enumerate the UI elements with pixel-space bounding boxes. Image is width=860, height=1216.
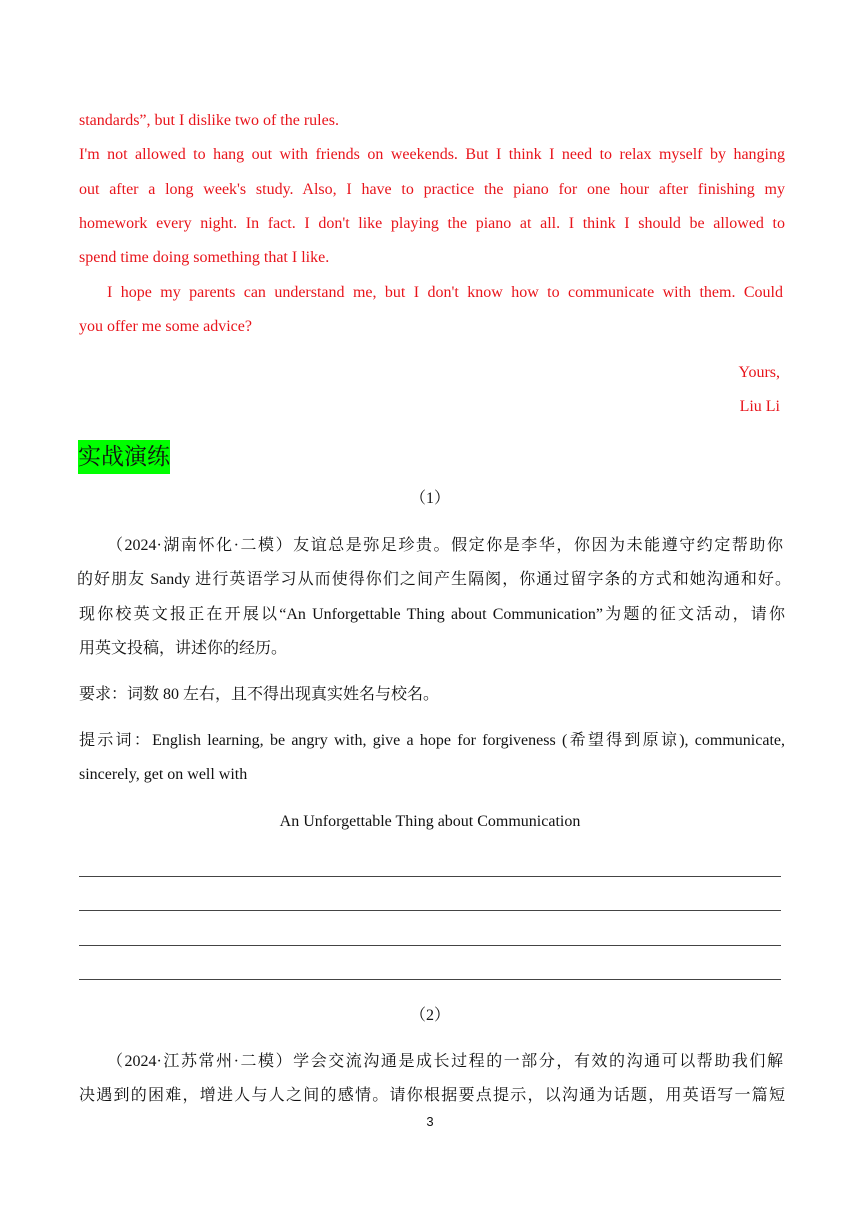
letter-line: standards”, but I dislike two of the rules. bbox=[79, 112, 339, 129]
task-prompt-line: 现你校英文报正在开展以“An Unforgettable Thing about Communication”为题的征文活动，请你 bbox=[79, 606, 785, 623]
page-number: 3 bbox=[426, 1114, 434, 1129]
task-prompt-line: （2024·江苏常州·二模）学会交流沟通是成长过程的一部分，有效的沟通可以帮助我们解 bbox=[107, 1053, 783, 1070]
answer-line bbox=[79, 876, 781, 877]
essay-title: An Unforgettable Thing about Communication bbox=[279, 813, 581, 830]
task-requirement: 要求：词数 80 左右，且不得出现真实姓名与校名。 bbox=[79, 686, 440, 703]
letter-line: I hope my parents can understand me, but I don't know how to communicate with them. Could bbox=[107, 284, 783, 301]
task-prompt-line: （2024·湖南怀化·二模）友谊总是弥足珍贵。假定你是李华，你因为未能遵守约定帮助你 bbox=[107, 537, 783, 554]
letter-line: spend time doing something that I like. bbox=[79, 249, 330, 266]
task-prompt-line: 用英文投稿，讲述你的经历。 bbox=[79, 640, 288, 657]
answer-line bbox=[79, 979, 781, 980]
task-hint-line: 提示词：English learning, be angry with, give a hope for forgiveness (希望得到原谅), communicate, bbox=[79, 732, 785, 749]
letter-line: I'm not allowed to hang out with friends on weekends. But I think I need to relax myself by hanging bbox=[79, 146, 785, 163]
answer-line bbox=[79, 945, 781, 946]
letter-closing: Yours, bbox=[738, 364, 780, 381]
section-heading: 实战演练 bbox=[78, 440, 170, 474]
answer-line bbox=[79, 910, 781, 911]
task-number: （2） bbox=[409, 1007, 450, 1024]
task-prompt-line: 的好朋友 Sandy 进行英语学习从而使得你们之间产生隔阂，你通过留字条的方式和她沟通和好。 bbox=[77, 571, 791, 588]
task-prompt-line: 决遇到的困难，增进人与人之间的感情。请你根据要点提示，以沟通为话题，用英语写一篇短 bbox=[79, 1087, 785, 1104]
letter-line: homework every night. In fact. I don't like playing the piano at all. I think I should be allowed to bbox=[79, 215, 785, 232]
letter-signature: Liu Li bbox=[739, 398, 780, 415]
task-number: （1） bbox=[409, 490, 450, 507]
task-hint-line: sincerely, get on well with bbox=[79, 766, 248, 783]
letter-line: out after a long week's study. Also, I have to practice the piano for one hour after finishing my bbox=[79, 181, 785, 198]
letter-line: you offer me some advice? bbox=[79, 318, 252, 335]
